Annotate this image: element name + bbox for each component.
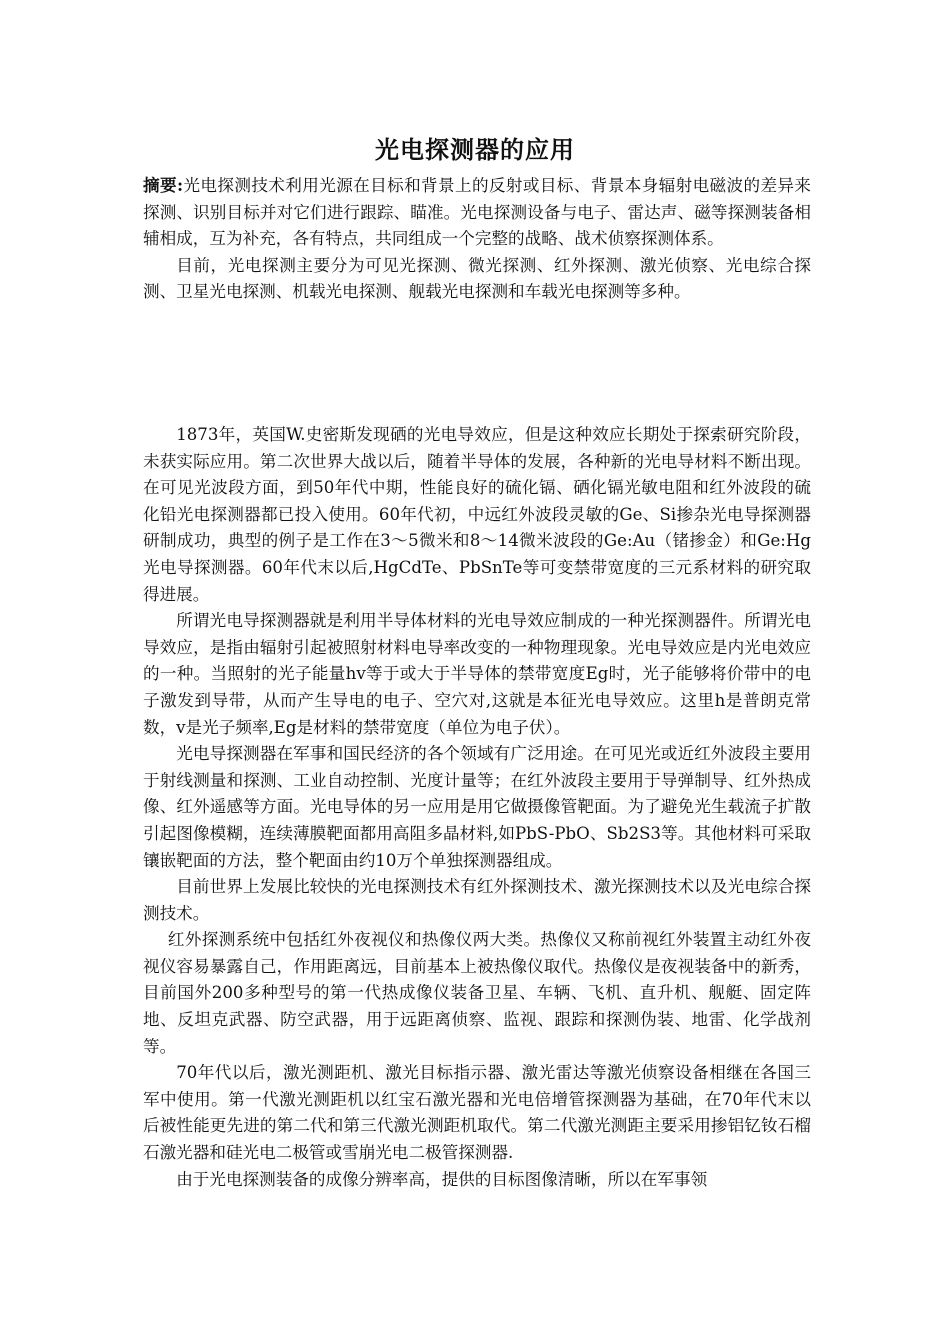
- document-title: 光电探测器的应用: [375, 135, 575, 164]
- body-paragraph: 由于光电探测装备的成像分辨率高，提供的目标图像清晰，所以在军事领: [176, 1169, 708, 1189]
- abstract-text: 光电探测技术利用光源在目标和背景上的反射或目标、背景本身辐射电磁波的差异来探测、识别目标并对它们进行跟踪、瞄准。光电探测设备与电子、雷达声、磁等探测装备相辅相成，互为补充，各有特点，共同组成一个完整的战略、战术侦察探测体系。: [143, 176, 811, 249]
- body-paragraph: 1873年，英国W.史密斯发现硒的光电导效应，但是这种效应长期处于探索研究阶段，未获实际应用。第二次世界大战以后，随着半导体的发展，各种新的光电导材料不断出现。在可见光波段方面，到50年代中期，性能良好的硫化镉、硒化镉光敏电阻和红外波段的硫化铅光电探测器都已投入使用。60年代初，中远红外波段灵敏的Ge、Si掺杂光电导探测器研制成功，典型的例子是工作在3～5微米和8～14微米波段的Ge:Au（锗掺金）和Ge:Hg光电导探测器。60年代末以后,HgCdTe、PbSnTe等可变禁带宽度的三元系材料的研究取得进展。: [143, 425, 811, 604]
- body-section: [143, 422, 811, 1193]
- intro-paragraph: 目前，光电探测主要分为可见光探测、微光探测、红外探测、激光侦察、光电综合探测、卫星光电探测、机载光电探测、舰载光电探测和车载光电探测等多种。: [143, 255, 811, 302]
- body-paragraph: 光电导探测器在军事和国民经济的各个领域有广泛用途。在可见光或近红外波段主要用于射线测量和探测、工业自动控制、光度计量等；在红外波段主要用于导弹制导、红外热成像、红外遥感等方面。光电导体的另一应用是用它做摄像管靶面。为了避免光生载流子扩散引起图像模糊，连续薄膜靶面都用高阻多晶材料,如PbS-PbO、Sb2S3等。其他材料可采取镶嵌靶面的方法，整个靶面由约10万个单独探测器组成。: [143, 744, 811, 870]
- body-paragraph: 70年代以后，激光测距机、激光目标指示器、激光雷达等激光侦察设备相继在各国三军中使用。第一代激光测距机以红宝石激光器和光电倍增管探测器为基础，在70年代末以后被性能更先进的第二代和第三代激光测距机取代。第二代激光测距主要采用掺铝钇钕石榴石激光器和硅光电二极管或雪崩光电二极管探测器.: [143, 1063, 811, 1163]
- body-paragraph: 所谓光电导探测器就是利用半导体材料的光电导效应制成的一种光探测器件。所谓光电导效应，是指由辐射引起被照射材料电导率改变的一种物理现象。光电导效应是内光电效应的一种。当照射的光子能量hv等于或大于半导体的禁带宽度Eg时，光子能够将价带中的电子激发到导带，从而产生导电的电子、空穴对,这就是本征光电导效应。这里h是普朗克常数，v是光子频率,Eg是材料的禁带宽度（单位为电子伏）。: [143, 611, 811, 737]
- abstract-paragraph: [143, 172, 811, 253]
- body-paragraph: 红外探测系统中包括红外夜视仪和热像仪两大类。热像仪又称前视红外装置主动红外夜视仪容易暴露自己，作用距离远，目前基本上被热像仪取代。热像仪是夜视装备中的新秀，目前国外200多种型号的第一代热成像仪装备卫星、车辆、飞机、直升机、舰艇、固定阵地、反坦克武器、防空武器，用于远距离侦察、监视、跟踪和探测伪装、地雷、化学战剂等。: [143, 930, 811, 1056]
- abstract-label: 摘要:: [143, 175, 184, 195]
- abstract-section: [143, 172, 811, 306]
- body-paragraph: 目前世界上发展比较快的光电探测技术有红外探测技术、激光探测技术以及光电综合探测技术。: [143, 877, 811, 923]
